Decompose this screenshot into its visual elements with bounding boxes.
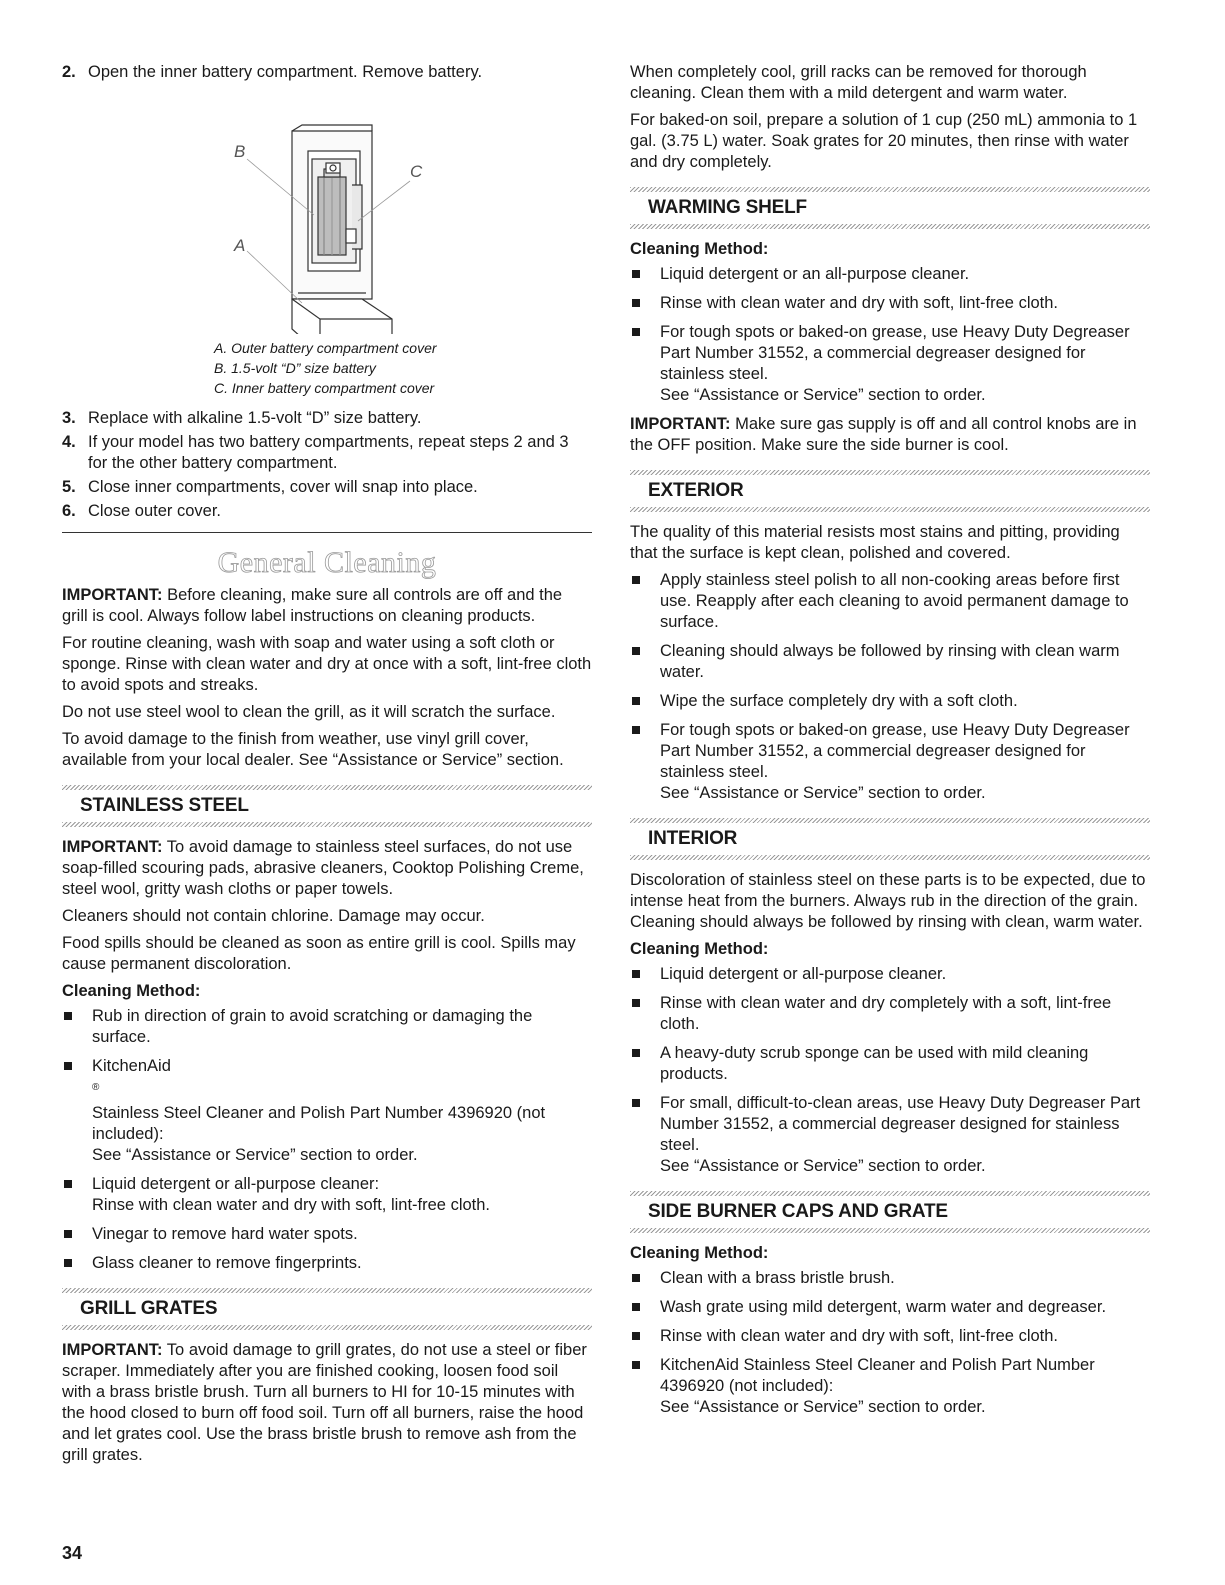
stainless-paragraph-1: Cleaners should not contain chlorine. Damage may occur. — [62, 907, 485, 925]
list-item-text — [92, 1056, 592, 1145]
caption-a: A. Outer battery compartment cover — [214, 340, 437, 356]
list-item-note: See “Assistance or Service” section to order. — [660, 1157, 986, 1175]
interior-paragraph: Discoloration of stainless steel on these parts is to be expected, due to intense heat from the burners. Always rub in the direction of the grain. Cleaning should always be followed by rinsing with clean, warm water. — [630, 871, 1146, 931]
list-item-text: For small, difficult-to-clean areas, use Heavy Duty Degreaser Part Number 31552, a commercial degreaser designed for stainless steel. — [660, 1094, 1141, 1154]
section-title: STAINLESS STEEL — [80, 795, 249, 816]
section-divider — [62, 532, 592, 533]
warming-method-list — [630, 264, 1150, 406]
heading-stripe-top — [62, 785, 592, 790]
step-3 — [62, 408, 592, 429]
list-item-text: Glass cleaner to remove fingerprints. — [92, 1253, 362, 1272]
step-number: 3. — [62, 409, 76, 427]
exterior-paragraph: The quality of this material resists most stains and pitting, providing that the surface is kept clean, polished and covered. — [630, 523, 1120, 562]
item-text: Stainless Steel Cleaner and Polish Part Number 4396920 (not included): — [92, 1103, 546, 1143]
list-item-note: See “Assistance or Service” section to order. — [92, 1145, 418, 1164]
step-2 — [62, 62, 592, 83]
list-item-text: Wash grate using mild detergent, warm water and degreaser. — [660, 1298, 1107, 1316]
caption-c: C. Inner battery compartment cover — [214, 380, 435, 396]
list-item — [62, 1056, 592, 1166]
important-label: IMPORTANT: — [630, 415, 731, 433]
figure-label-a: A — [234, 236, 246, 255]
warming-shelf-heading — [630, 187, 1150, 229]
important-text: Before cleaning, make sure all controls are off and the grill is cool. Always follow label instructions on cleaning products. — [62, 586, 563, 625]
exterior-list — [630, 570, 1150, 804]
section-title: GRILL GRATES — [80, 1297, 218, 1319]
side-burner-method-list — [630, 1268, 1150, 1418]
section-title: EXTERIOR — [648, 480, 744, 501]
list-item — [62, 1174, 592, 1216]
figure-label-c: C — [410, 162, 423, 181]
general-paragraph-3: To avoid damage to the finish from weather, use vinyl grill cover, available from your local dealer. See “Assistance or Service” section. — [62, 730, 564, 769]
list-item — [630, 1268, 1150, 1289]
heading-stripe-bottom — [630, 507, 1150, 512]
list-item-text: KitchenAid Stainless Steel Cleaner and Polish Part Number 4396920 (not included): — [660, 1356, 1095, 1395]
stainless-important — [62, 837, 592, 900]
step-text: If your model has two battery compartments, repeat steps 2 and 3 for the other battery compartment. — [88, 433, 569, 472]
heading-stripe-top — [62, 1288, 592, 1293]
list-item — [630, 293, 1150, 314]
list-item-text: For tough spots or baked-on grease, use Heavy Duty Degreaser Part Number 31552, a commercial degreaser designed for stainless steel. — [660, 721, 1130, 781]
important-text: Make sure gas supply is off and all control knobs are in the OFF position. Make sure the side burner is cool. — [630, 415, 1137, 454]
step-number: 6. — [62, 502, 76, 520]
heading-stripe-top — [630, 818, 1150, 823]
brand-text: KitchenAid — [92, 1057, 171, 1075]
figure-captions — [214, 338, 592, 398]
important-label: IMPORTANT: — [62, 1340, 163, 1359]
step-number: 2. — [62, 63, 76, 81]
list-item-text: Cleaning should always be followed by rinsing with clean warm water. — [660, 642, 1120, 681]
step-number: 5. — [62, 478, 76, 496]
list-item-note: See “Assistance or Service” section to order. — [660, 1398, 986, 1416]
list-item-text: Liquid detergent or all-purpose cleaner. — [660, 965, 947, 983]
stainless-paragraph-2: Food spills should be cleaned as soon as entire grill is cool. Spills may cause permanent discoloration. — [62, 934, 576, 973]
left-column — [62, 62, 592, 1472]
heading-stripe-top — [630, 187, 1150, 192]
step-text: Replace with alkaline 1.5-volt “D” size battery. — [88, 409, 422, 427]
step-text: Open the inner battery compartment. Remove battery. — [88, 63, 483, 81]
side-burner-heading — [630, 1191, 1150, 1233]
list-item — [62, 1224, 592, 1245]
right-column — [630, 62, 1150, 1426]
list-item — [630, 1326, 1150, 1347]
list-item — [62, 1253, 592, 1274]
list-item-text: Rinse with clean water and dry with soft, lint-free cloth. — [660, 294, 1059, 312]
list-item — [630, 1355, 1150, 1418]
step-number: 4. — [62, 433, 76, 451]
grates-paragraph-1: When completely cool, grill racks can be removed for thorough cleaning. Clean them with a mild detergent and warm water. — [630, 63, 1087, 102]
list-item-text: Rub in direction of grain to avoid scratching or damaging the surface. — [92, 1007, 533, 1046]
grates-important — [62, 1340, 592, 1466]
step-4 — [62, 432, 592, 474]
cleaning-method-label: Cleaning Method: — [630, 240, 769, 258]
stainless-method-list — [62, 1006, 592, 1274]
list-item — [630, 1093, 1150, 1177]
grates-paragraph-2: For baked-on soil, prepare a solution of 1 cup (250 mL) ammonia to 1 gal. (3.75 L) water. Soak grates for 20 minutes, then rinse with water and dry completely. — [630, 111, 1138, 171]
warming-important — [630, 414, 1150, 456]
important-text: To avoid damage to grill grates, do not use a steel or fiber scraper. Immediately after you are finished cooking, loosen food soil with a brass bristle brush. Turn all burners to HI for 10-15 minutes with the hood closed to burn off food soil. Turn off all burners, raise the hood and let grates cool. Use the brass bristle brush to remove ash from the grill grates. — [62, 1340, 587, 1464]
heading-stripe-bottom — [62, 822, 592, 827]
cleaning-method-label: Cleaning Method: — [630, 1244, 769, 1262]
general-paragraph-2: Do not use steel wool to clean the grill, as it will scratch the surface. — [62, 703, 556, 721]
list-item — [630, 1043, 1150, 1085]
heading-stripe-bottom — [630, 224, 1150, 229]
exterior-heading — [630, 470, 1150, 512]
heading-stripe-bottom — [62, 1325, 592, 1330]
important-text: To avoid damage to stainless steel surfaces, do not use soap-filled scouring pads, abrasive cleaners, Cooktop Polishing Creme, steel wool, gritty wash cloths or paper towels. — [62, 838, 584, 898]
list-item-text: A heavy-duty scrub sponge can be used with mild cleaning products. — [660, 1044, 1089, 1083]
list-item-text: Wipe the surface completely dry with a soft cloth. — [660, 692, 1018, 710]
list-item-text: Liquid detergent or an all-purpose cleaner. — [660, 265, 970, 283]
list-item — [630, 322, 1150, 406]
list-item — [630, 691, 1150, 712]
list-item — [630, 964, 1150, 985]
figure-label-b: B — [234, 142, 246, 161]
list-item — [630, 993, 1150, 1035]
heading-stripe-bottom — [630, 1228, 1150, 1233]
cleaning-method-label: Cleaning Method: — [62, 982, 201, 1000]
interior-method-list — [630, 964, 1150, 1177]
heading-stripe-top — [630, 470, 1150, 475]
list-item-text: Rinse with clean water and dry completely with a soft, lint-free cloth. — [660, 994, 1112, 1033]
caption-b: B. 1.5-volt “D” size battery — [214, 360, 376, 376]
list-item — [630, 1297, 1150, 1318]
list-item-text: Liquid detergent or all-purpose cleaner: — [92, 1174, 380, 1193]
heading-stripe-bottom — [630, 855, 1150, 860]
step-5 — [62, 477, 592, 498]
list-item-text: Clean with a brass bristle brush. — [660, 1269, 895, 1287]
list-item-text: Apply stainless steel polish to all non-cooking areas before first use. Reapply after each cleaning to avoid permanent damage to surface. — [660, 571, 1129, 631]
important-label: IMPORTANT: — [62, 838, 163, 856]
page-number: 34 — [62, 1543, 83, 1563]
list-item-note: See “Assistance or Service” section to order. — [660, 784, 986, 802]
list-item-note: Rinse with clean water and dry with soft, lint-free cloth. — [92, 1195, 491, 1214]
step-text: Close inner compartments, cover will snap into place. — [88, 478, 478, 496]
registered-mark: ® — [92, 1082, 100, 1093]
step-text: Close outer cover. — [88, 502, 221, 520]
list-item — [630, 641, 1150, 683]
grill-grates-heading — [62, 1288, 592, 1330]
section-title: INTERIOR — [648, 828, 738, 849]
battery-compartment-figure — [62, 89, 592, 334]
general-important — [62, 585, 592, 627]
cleaning-method-label: Cleaning Method: — [630, 940, 769, 958]
list-item — [62, 1006, 592, 1048]
interior-heading — [630, 818, 1150, 860]
list-item-note: See “Assistance or Service” section to order. — [660, 386, 986, 404]
important-label: IMPORTANT: — [62, 586, 163, 604]
general-cleaning-title: General Cleaning — [217, 546, 437, 579]
battery-compartment-illustration — [62, 89, 592, 334]
list-item-text: Vinegar to remove hard water spots. — [92, 1224, 358, 1243]
heading-stripe-top — [630, 1191, 1150, 1196]
list-item — [630, 720, 1150, 804]
list-item — [630, 570, 1150, 633]
list-item-text: Rinse with clean water and dry with soft, lint-free cloth. — [660, 1327, 1059, 1345]
section-title: WARMING SHELF — [648, 197, 807, 218]
list-item-text: For tough spots or baked-on grease, use Heavy Duty Degreaser Part Number 31552, a commercial degreaser designed for stainless steel. — [660, 323, 1130, 383]
general-paragraph-1: For routine cleaning, wash with soap and water using a soft cloth or sponge. Rinse with clean water and dry at once with a soft, lint-free cloth to avoid spots and streaks. — [62, 634, 592, 694]
stainless-steel-heading — [62, 785, 592, 827]
step-6 — [62, 501, 592, 522]
list-item — [630, 264, 1150, 285]
section-title: SIDE BURNER CAPS AND GRATE — [648, 1201, 948, 1222]
